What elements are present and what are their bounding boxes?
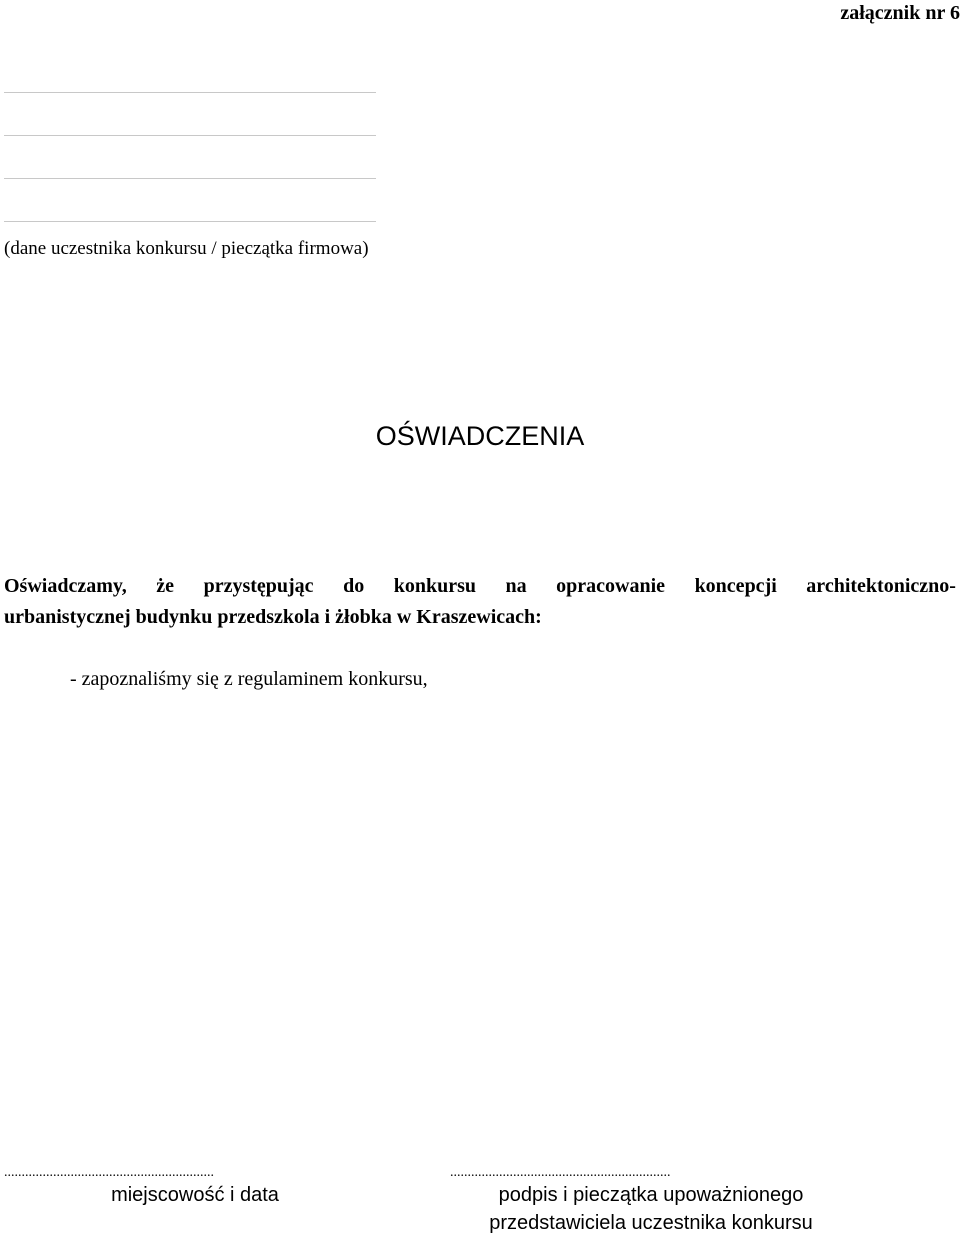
intro-word: koncepcji (694, 575, 777, 597)
declaration-intro-line-1 (4, 575, 956, 598)
blank-line (4, 135, 376, 136)
intro-word: konkursu (393, 575, 476, 597)
signature-label-line-1: podpis i pieczątka upoważnionego (498, 1184, 804, 1206)
signature-label-line-2: przedstawiciela uczestnika konkursu (489, 1212, 813, 1234)
place-date-dotted-line: ............................................................ (4, 1165, 214, 1180)
intro-word: na (505, 575, 527, 597)
place-date-signature-block (4, 1165, 386, 1209)
blank-line (4, 221, 376, 222)
intro-word: przystępując (203, 575, 314, 597)
intro-word: opracowanie (556, 575, 666, 597)
place-date-label: miejscowość i data (111, 1184, 279, 1206)
document-title: OŚWIADCZENIA (375, 421, 585, 451)
intro-word: Oświadczamy, (4, 575, 127, 597)
blank-line (4, 92, 376, 93)
signature-dotted-line: ............................................................... (450, 1165, 671, 1180)
declaration-item: - zapoznaliśmy się z regulaminem konkursu, (70, 668, 428, 690)
participant-data-caption: (dane uczestnika konkursu / pieczątka firmowa) (4, 238, 369, 259)
declaration-intro-line-2: urbanistycznej budynku przedszkola i żłobka w Kraszewicach: (4, 606, 542, 628)
authorized-signature-block (450, 1165, 852, 1237)
annex-label: załącznik nr 6 (840, 2, 960, 24)
intro-word: że (156, 575, 175, 597)
blank-line (4, 178, 376, 179)
intro-word: do (343, 575, 365, 597)
intro-word: architektoniczno- (806, 575, 956, 597)
